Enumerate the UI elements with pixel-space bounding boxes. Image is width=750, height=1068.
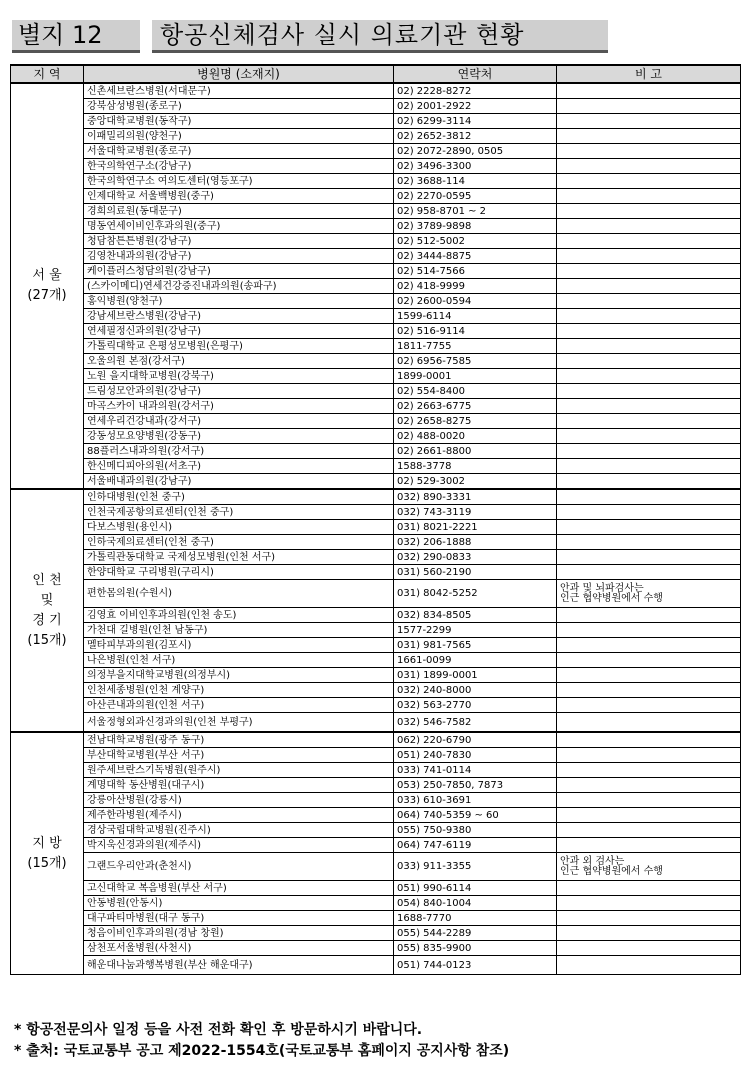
hospital-name-cell: 강동성모요양병원(강동구) [84,429,394,444]
remark-cell [557,99,741,114]
contact-cell: 031) 8042-5252 [394,580,557,608]
table-row [11,763,741,778]
footnotes [14,1020,509,1062]
remark-cell [557,234,741,249]
hospital-name-cell: 이패밀리의원(양천구) [84,129,394,144]
hospital-name-cell: 88플러스내과의원(강서구) [84,444,394,459]
contact-cell: 02) 2652-3812 [394,129,557,144]
contact-cell: 064) 747-6119 [394,838,557,853]
table-row [11,823,741,838]
remark-cell [557,144,741,159]
contact-cell: 02) 6299-3114 [394,114,557,129]
table-row [11,608,741,623]
contact-cell: 1577-2299 [394,623,557,638]
remark-cell [557,638,741,653]
remark-cell [557,354,741,369]
contact-cell: 032) 563-2770 [394,698,557,713]
hospital-name-cell: 한신메디피아의원(서초구) [84,459,394,474]
table-row [11,174,741,189]
remark-cell [557,459,741,474]
contact-cell: 1661-0099 [394,653,557,668]
remark-cell [557,309,741,324]
hospital-name-cell: (스카이메디)연세건강증진내과의원(송파구) [84,279,394,294]
remark-cell [557,748,741,763]
contact-cell: 032) 890-3331 [394,489,557,505]
contact-cell: 062) 220-6790 [394,732,557,748]
remark-cell [557,713,741,733]
contact-cell: 032) 240-8000 [394,683,557,698]
contact-cell: 02) 2658-8275 [394,414,557,429]
remark-cell [557,535,741,550]
remark-cell [557,608,741,623]
table-row [11,778,741,793]
remark-cell [557,683,741,698]
hospital-table [10,64,741,975]
contact-cell: 055) 544-2289 [394,926,557,941]
contact-cell: 02) 554-8400 [394,384,557,399]
remark-cell [557,926,741,941]
table-row [11,565,741,580]
table-row [11,234,741,249]
hospital-name-cell: 강릉아산병원(강릉시) [84,793,394,808]
table-row [11,249,741,264]
remark-cell [557,823,741,838]
remark-cell [557,174,741,189]
contact-cell: 02) 516-9114 [394,324,557,339]
contact-cell: 055) 835-9900 [394,941,557,956]
remark-cell [557,249,741,264]
hospital-name-cell: 마곡스카이 내과의원(강서구) [84,399,394,414]
table-row [11,429,741,444]
remark-cell [557,159,741,174]
contact-cell: 031) 560-2190 [394,565,557,580]
table-row [11,550,741,565]
remark-cell [557,219,741,234]
table-row [11,99,741,114]
contact-cell: 031) 981-7565 [394,638,557,653]
hospital-name-cell: 편한몸의원(수원시) [84,580,394,608]
table-row [11,219,741,234]
table-row [11,941,741,956]
contact-cell: 064) 740-5359 ~ 60 [394,808,557,823]
table-row [11,748,741,763]
table-row [11,668,741,683]
remark-cell [557,384,741,399]
table-row [11,956,741,975]
table-row [11,838,741,853]
table-row [11,294,741,309]
contact-cell: 033) 610-3691 [394,793,557,808]
contact-cell: 1688-7770 [394,911,557,926]
remark-cell [557,189,741,204]
hospital-name-cell: 경상국립대학교병원(진주시) [84,823,394,838]
table-row [11,369,741,384]
table-row [11,354,741,369]
remark-cell [557,668,741,683]
table-row [11,853,741,881]
contact-cell: 1811-7755 [394,339,557,354]
table-row [11,279,741,294]
table-row [11,896,741,911]
table-row [11,926,741,941]
table-row [11,384,741,399]
table-row [11,474,741,490]
table-row [11,264,741,279]
remark-cell [557,505,741,520]
hospital-name-cell: 그랜드우리안과(춘천시) [84,853,394,881]
contact-cell: 032) 546-7582 [394,713,557,733]
remark-cell [557,339,741,354]
contact-cell: 02) 6956-7585 [394,354,557,369]
table-header-row [11,65,741,83]
contact-cell: 053) 250-7850, 7873 [394,778,557,793]
remark-cell [557,114,741,129]
contact-cell: 1588-3778 [394,459,557,474]
remark-cell [557,698,741,713]
contact-cell: 1899-0001 [394,369,557,384]
hospital-name-cell: 신촌세브란스병원(서대문구) [84,83,394,99]
contact-cell: 02) 2228-8272 [394,83,557,99]
contact-cell: 031) 1899-0001 [394,668,557,683]
table-row [11,683,741,698]
table-row [11,159,741,174]
hospital-name-cell: 박지욱신경과의원(제주시) [84,838,394,853]
contact-cell: 02) 418-9999 [394,279,557,294]
remark-cell [557,550,741,565]
hospital-name-cell: 아산큰내과의원(인천 서구) [84,698,394,713]
hospital-name-cell: 가천대 길병원(인천 남동구) [84,623,394,638]
region-cell: 지 방 (15개) [11,732,84,975]
table-row [11,489,741,505]
hospital-name-cell: 연세필정신과의원(강남구) [84,324,394,339]
table-row [11,638,741,653]
table-row [11,580,741,608]
hospital-name-cell: 인천국제공항의료센터(인천 중구) [84,505,394,520]
table-row [11,732,741,748]
contact-cell: 02) 529-3002 [394,474,557,490]
remark-cell [557,369,741,384]
hospital-name-cell: 다보스병원(용인시) [84,520,394,535]
hospital-name-cell: 연세우리건강내과(강서구) [84,414,394,429]
remark-cell [557,520,741,535]
hospital-name-cell: 명동연세이비인후과의원(중구) [84,219,394,234]
hospital-name-cell: 강남세브란스병원(강남구) [84,309,394,324]
table-row [11,129,741,144]
table-row [11,520,741,535]
column-header-remark: 비 고 [557,65,741,83]
contact-cell: 02) 2270-0595 [394,189,557,204]
remark-cell [557,414,741,429]
table-row [11,309,741,324]
table-row [11,535,741,550]
remark-cell [557,941,741,956]
remark-cell [557,565,741,580]
remark-cell [557,653,741,668]
table-row [11,623,741,638]
contact-cell: 02) 2663-6775 [394,399,557,414]
table-row [11,698,741,713]
contact-cell: 032) 834-8505 [394,608,557,623]
remark-cell [557,956,741,975]
table-row [11,653,741,668]
contact-cell: 02) 3496-3300 [394,159,557,174]
hospital-name-cell: 고신대학교 복음병원(부산 서구) [84,881,394,896]
hospital-name-cell: 한국의학연구소 여의도센터(영등포구) [84,174,394,189]
contact-cell: 033) 741-0114 [394,763,557,778]
column-header-name: 병원명 (소재지) [84,65,394,83]
region-cell: 인 천 및 경 기 (15개) [11,489,84,732]
remark-cell [557,881,741,896]
contact-cell: 032) 290-0833 [394,550,557,565]
table-row [11,793,741,808]
remark-cell [557,838,741,853]
contact-cell: 055) 750-9380 [394,823,557,838]
hospital-name-cell: 홍익병원(양천구) [84,294,394,309]
hospital-name-cell: 삼천포서울병원(사천시) [84,941,394,956]
hospital-name-cell: 케이플러스청담의원(강남구) [84,264,394,279]
table-row [11,414,741,429]
remark-cell [557,294,741,309]
hospital-name-cell: 계명대학 동산병원(대구시) [84,778,394,793]
hospital-name-cell: 김영효 이비인후과의원(인천 송도) [84,608,394,623]
remark-cell [557,763,741,778]
region-cell: 서 울 (27개) [11,83,84,489]
remark-cell [557,279,741,294]
remark-cell [557,83,741,99]
hospital-name-cell: 드림성모안과의원(강남구) [84,384,394,399]
contact-cell: 033) 911-3355 [394,853,557,881]
hospital-name-cell: 서울대학교병원(종로구) [84,144,394,159]
hospital-name-cell: 인하국제의료센터(인천 중구) [84,535,394,550]
remark-cell [557,264,741,279]
remark-cell [557,793,741,808]
contact-cell: 02) 958-8701 ~ 2 [394,204,557,219]
contact-cell: 02) 2001-2922 [394,99,557,114]
table-row [11,713,741,733]
remark-cell [557,399,741,414]
hospital-name-cell: 멜타피부과의원(김포시) [84,638,394,653]
hospital-name-cell: 청담참튼튼병원(강남구) [84,234,394,249]
hospital-name-cell: 가톨릭관동대학교 국제성모병원(인천 서구) [84,550,394,565]
hospital-name-cell: 중앙대학교병원(동작구) [84,114,394,129]
contact-cell: 031) 8021-2221 [394,520,557,535]
table-row [11,189,741,204]
contact-cell: 02) 514-7566 [394,264,557,279]
contact-cell: 051) 744-0123 [394,956,557,975]
table-row [11,204,741,219]
remark-cell [557,429,741,444]
remark-cell [557,808,741,823]
hospital-name-cell: 오울의원 본점(강서구) [84,354,394,369]
hospital-name-cell: 강북삼성병원(종로구) [84,99,394,114]
remark-cell [557,732,741,748]
remark-cell [557,474,741,490]
hospital-name-cell: 원주세브란스기독병원(원주시) [84,763,394,778]
remark-cell [557,489,741,505]
hospital-name-cell: 한국의학연구소(강남구) [84,159,394,174]
contact-cell: 02) 2600-0594 [394,294,557,309]
table-row [11,144,741,159]
hospital-name-cell: 대구파티마병원(대구 동구) [84,911,394,926]
hospital-name-cell: 노원 을지대학교병원(강북구) [84,369,394,384]
remark-cell [557,324,741,339]
table-row [11,808,741,823]
remark-cell: 안과 및 뇌파검사는 인근 협약병원에서 수행 [557,580,741,608]
contact-cell: 051) 990-6114 [394,881,557,896]
column-header-region: 지 역 [11,65,84,83]
table-row [11,881,741,896]
hospital-name-cell: 서울배내과의원(강남구) [84,474,394,490]
hospital-name-cell: 인하대병원(인천 중구) [84,489,394,505]
hospital-name-cell: 한양대학교 구리병원(구리시) [84,565,394,580]
contact-cell: 02) 3688-114 [394,174,557,189]
appendix-number: 별지 12 [12,20,140,53]
contact-cell: 02) 512-5002 [394,234,557,249]
contact-cell: 02) 2661-8800 [394,444,557,459]
table-row [11,399,741,414]
table-row [11,83,741,99]
hospital-name-cell: 청음이비인후과의원(경남 창원) [84,926,394,941]
hospital-name-cell: 제주한라병원(제주시) [84,808,394,823]
table-body [11,83,741,975]
hospital-name-cell: 김영찬내과의원(강남구) [84,249,394,264]
contact-cell: 02) 488-0020 [394,429,557,444]
table-row [11,339,741,354]
remark-cell [557,623,741,638]
table-row [11,444,741,459]
table-row [11,114,741,129]
hospital-name-cell: 경희의료원(동대문구) [84,204,394,219]
hospital-name-cell: 안동병원(안동시) [84,896,394,911]
remark-cell [557,911,741,926]
hospital-name-cell: 서울정형외과신경과의원(인천 부평구) [84,713,394,733]
hospital-name-cell: 부산대학교병원(부산 서구) [84,748,394,763]
remark-cell [557,896,741,911]
remark-cell [557,778,741,793]
contact-cell: 1599-6114 [394,309,557,324]
contact-cell: 032) 743-3119 [394,505,557,520]
column-header-contact: 연락처 [394,65,557,83]
contact-cell: 02) 2072-2890, 0505 [394,144,557,159]
remark-cell [557,444,741,459]
hospital-name-cell: 해운대나눔과행복병원(부산 해운대구) [84,956,394,975]
hospital-name-cell: 의정부을지대학교병원(의정부시) [84,668,394,683]
contact-cell: 051) 240-7830 [394,748,557,763]
contact-cell: 032) 206-1888 [394,535,557,550]
contact-cell: 02) 3444-8875 [394,249,557,264]
table-row [11,459,741,474]
table-row [11,505,741,520]
remark-cell [557,204,741,219]
hospital-name-cell: 인제대학교 서울백병원(중구) [84,189,394,204]
contact-cell: 054) 840-1004 [394,896,557,911]
footnote-source: * 출처: 국토교통부 공고 제2022-1554호(국토교통부 홈페이지 공지사항 참조) [14,1043,510,1059]
table-row [11,324,741,339]
hospital-name-cell: 나은병원(인천 서구) [84,653,394,668]
contact-cell: 02) 3789-9898 [394,219,557,234]
hospital-name-cell: 전남대학교병원(광주 동구) [84,732,394,748]
footnote-call-ahead: * 항공전문의사 일정 등을 사전 전화 확인 후 방문하시기 바랍니다. [14,1022,423,1038]
hospital-name-cell: 가톨릭대학교 은평성모병원(은평구) [84,339,394,354]
hospital-name-cell: 인천세종병원(인천 계양구) [84,683,394,698]
remark-cell: 안과 외 검사는 인근 협약병원에서 수행 [557,853,741,881]
page-title: 항공신체검사 실시 의료기관 현황 [152,20,608,53]
remark-cell [557,129,741,144]
table-row [11,911,741,926]
